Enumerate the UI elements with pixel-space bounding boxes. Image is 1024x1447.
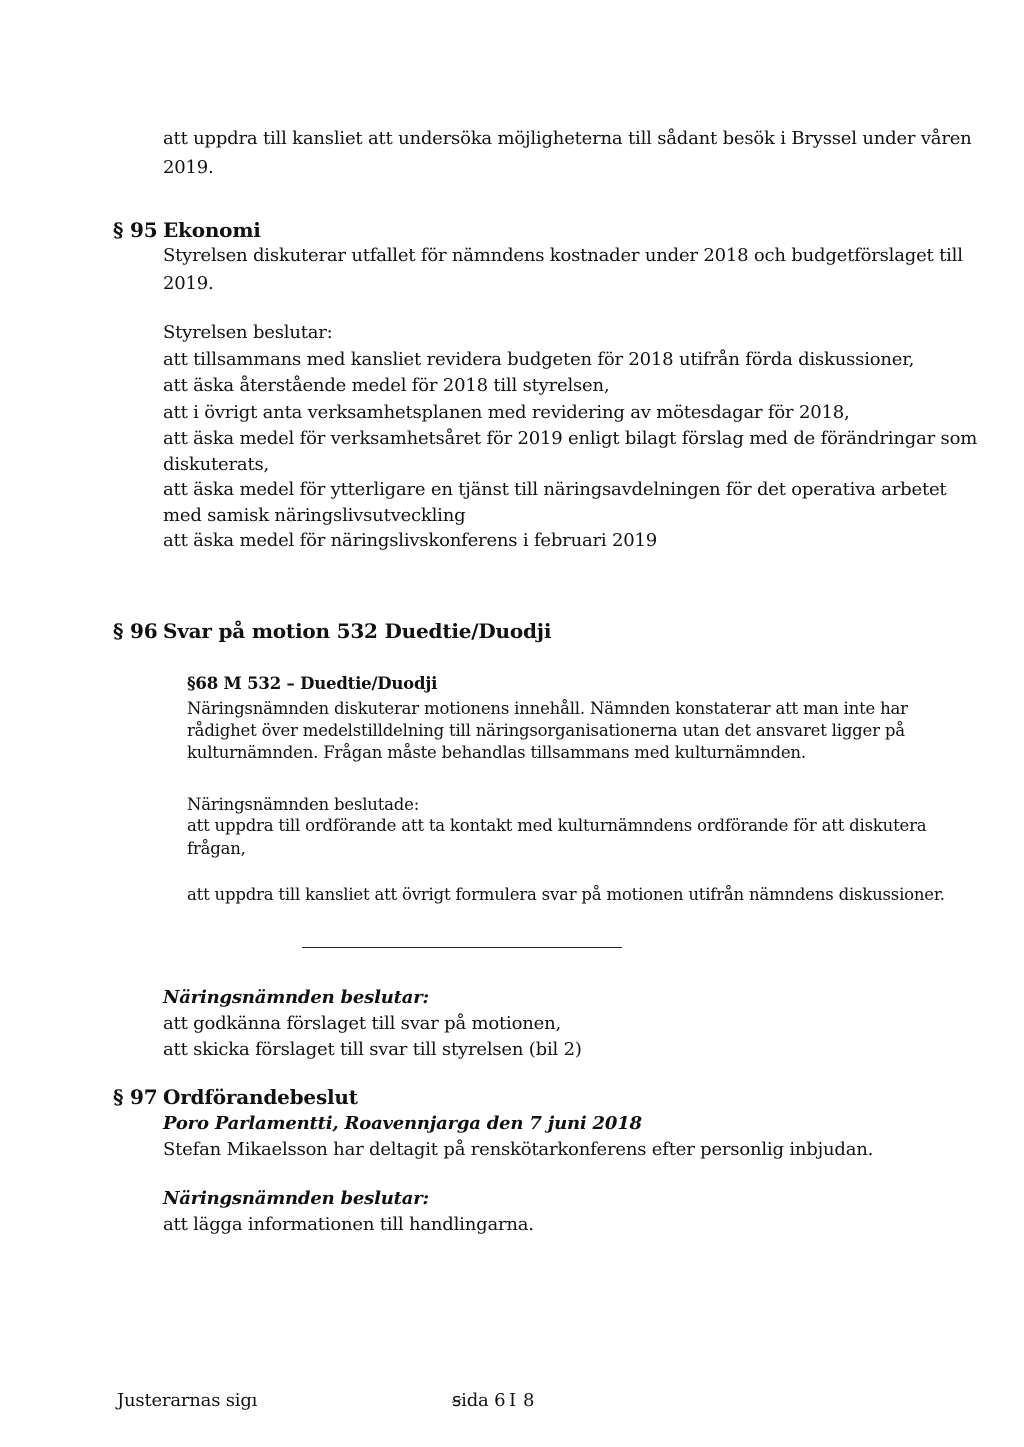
- section-97-subtitle: Poro Parlamentti, Roavennjarga den 7 juni 2018: [163, 1113, 642, 1134]
- section-95-desc-line-1: Styrelsen diskuterar utfallet för nämndens kostnader under 2018 och budgetförslaget till: [163, 245, 963, 266]
- section-95-decision-line-1: att tillsammans med kansliet revidera budgeten för 2018 utifrån förda diskussioner,: [163, 349, 915, 370]
- section-96-decision-line-1: att godkänna förslaget till svar på motionen,: [163, 1013, 561, 1034]
- quote-decided-heading: Näringsnämnden beslutade:: [187, 795, 420, 814]
- section-95-decision-line-4: att äska medel för verksamhetsåret för 2019 enligt bilagt förslag med de förändringar som: [163, 428, 978, 449]
- section-95-decision-line-6: att äska medel för ytterligare en tjänst till näringsavdelningen för det operativa arbetet: [163, 479, 947, 500]
- section-95-decision-heading: Styrelsen beslutar:: [163, 322, 333, 343]
- section-95-decision-line-2: att äska återstående medel för 2018 till styrelsen,: [163, 375, 610, 396]
- quote-decided-last: att uppdra till kansliet att övrigt formulera svar på motionen utifrån nämndens diskussioner.: [187, 885, 945, 904]
- section-97-decision-heading: Näringsnämnden beslutar:: [163, 1188, 429, 1209]
- section-95-desc-line-2: 2019.: [163, 273, 214, 294]
- footer-page-total: 8: [523, 1390, 535, 1411]
- section-95-number: § 95: [113, 218, 158, 242]
- section-96-decision-heading: Näringsnämnden beslutar:: [163, 987, 429, 1008]
- quote-decided-line-1: att uppdra till ordförande att ta kontakt med kulturnämndens ordförande för att diskutera: [187, 816, 927, 835]
- footer-page-label: ꞩida 6: [452, 1390, 506, 1411]
- divider-line: [302, 947, 622, 948]
- intro-line-2: 2019.: [163, 157, 214, 178]
- section-95-decision-line-5: diskuterats,: [163, 454, 270, 475]
- quote-line-3: kulturnämnden. Frågan måste behandlas tillsammans med kulturnämnden.: [187, 743, 806, 762]
- quote-decided-line-2: frågan,: [187, 839, 246, 858]
- section-95-decision-line-7: med samisk näringslivsutveckling: [163, 505, 466, 526]
- section-96-decision-line-2: att skicka förslaget till svar till styrelsen (bil 2): [163, 1039, 582, 1060]
- section-97-title: Ordförandebeslut: [163, 1085, 358, 1109]
- section-96-title: Svar på motion 532 Duedtie/Duodji: [163, 619, 552, 643]
- section-95-decision-line-8: att äska medel för näringslivskonferens i februari 2019: [163, 530, 658, 551]
- footer-signature-label: Justerarnas sigı: [117, 1390, 258, 1411]
- section-97-decision-line: att lägga informationen till handlingarna.: [163, 1214, 534, 1235]
- section-97-number: § 97: [113, 1085, 158, 1109]
- section-96-number: § 96: [113, 619, 158, 643]
- footer-page-separator: I: [509, 1390, 516, 1411]
- intro-line-1: att uppdra till kansliet att undersöka möjligheterna till sådant besök i Bryssel under våren: [163, 128, 972, 149]
- quote-line-2: rådighet över medelstilldelning till näringsorganisationerna utan det ansvaret ligger på: [187, 721, 905, 740]
- quote-heading: §68 M 532 – Duedtie/Duodji: [187, 674, 438, 693]
- section-95-decision-line-3: att i övrigt anta verksamhetsplanen med revidering av mötesdagar för 2018,: [163, 402, 850, 423]
- section-95-title: Ekonomi: [163, 218, 261, 242]
- quote-line-1: Näringsnämnden diskuterar motionens innehåll. Nämnden konstaterar att man inte har: [187, 699, 908, 718]
- section-97-text: Stefan Mikaelsson har deltagit på renskötarkonferens efter personlig inbjudan.: [163, 1139, 874, 1160]
